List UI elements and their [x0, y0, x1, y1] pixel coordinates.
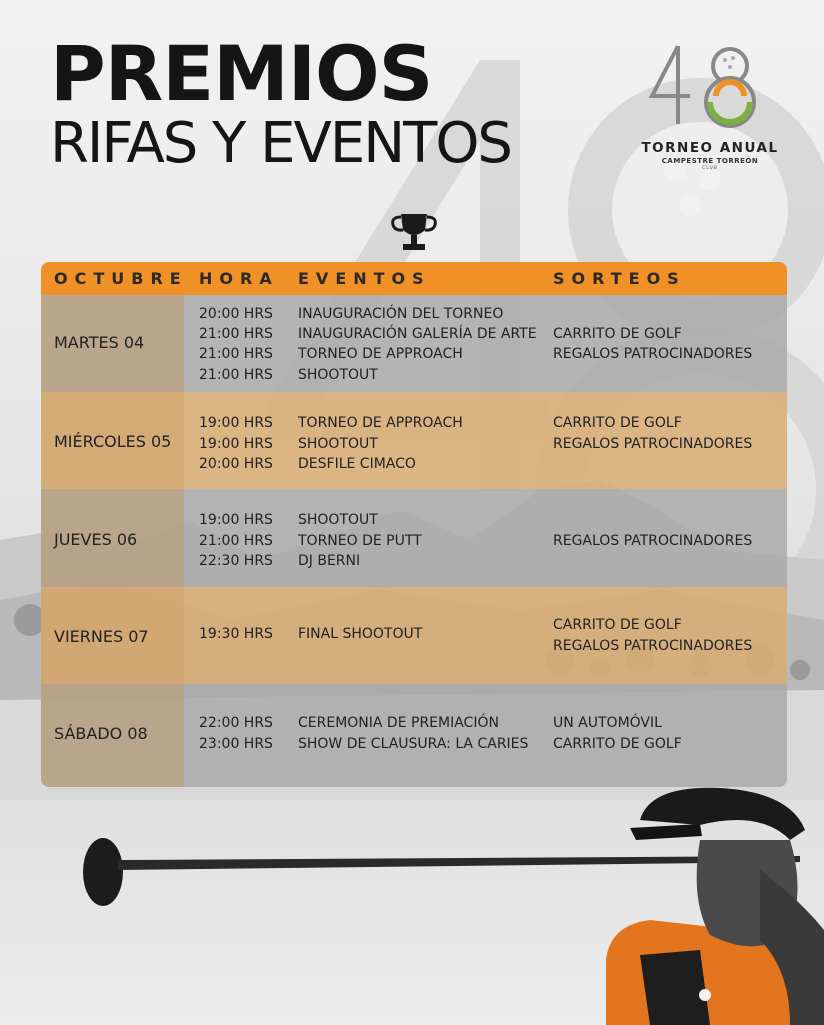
draw-prize: REGALOS PATROCINADORES — [553, 346, 753, 362]
logo-line-3: CLUB — [702, 166, 718, 171]
event-name: INAUGURACIÓN DEL TORNEO — [298, 306, 504, 322]
day-label: VIERNES 07 — [54, 627, 149, 646]
event-time: 22:00 HRS — [199, 715, 273, 731]
draw-prize: CARRITO DE GOLF — [553, 736, 682, 752]
event-time: 23:00 HRS — [199, 736, 273, 752]
day-label: MARTES 04 — [54, 333, 145, 352]
event-time: 19:00 HRS — [199, 415, 273, 431]
header-draws: SORTEOS — [553, 269, 686, 288]
event-time: 19:00 HRS — [199, 436, 273, 452]
event-name: SHOW DE CLAUSURA: LA CARIES — [298, 736, 529, 752]
draw-prize: CARRITO DE GOLF — [553, 326, 682, 342]
event-time: 22:30 HRS — [199, 553, 273, 569]
event-time: 21:00 HRS — [199, 533, 273, 549]
page-subtitle: RIFAS Y EVENTOS — [50, 111, 511, 176]
event-name: TORNEO DE APPROACH — [298, 415, 463, 431]
table-header — [41, 262, 787, 295]
event-time: 19:30 HRS — [199, 626, 273, 642]
draw-prize: REGALOS PATROCINADORES — [553, 638, 753, 654]
logo-line-2: CAMPESTRE TORREÓN — [661, 157, 759, 165]
event-name: TORNEO DE APPROACH — [298, 346, 463, 362]
tournament-logo — [630, 38, 790, 173]
header-month: OCTUBRE — [54, 269, 188, 288]
event-time: 21:00 HRS — [199, 346, 273, 362]
draw-prize: CARRITO DE GOLF — [553, 617, 682, 633]
event-time: 21:00 HRS — [199, 326, 273, 342]
event-name: CEREMONIA DE PREMIACIÓN — [298, 715, 499, 731]
event-name: DESFILE CIMACO — [298, 456, 416, 472]
draw-prize: UN AUTOMÓVIL — [553, 715, 662, 731]
logo-48-mark — [630, 38, 790, 138]
event-name: FINAL SHOOTOUT — [298, 626, 423, 642]
draw-prize: REGALOS PATROCINADORES — [553, 533, 753, 549]
page-title: PREMIOS — [50, 29, 433, 118]
header-events: EVENTOS — [298, 269, 431, 288]
trophy-icon — [389, 210, 439, 254]
event-name: SHOOTOUT — [298, 367, 378, 383]
table-row — [41, 587, 787, 684]
event-name: SHOOTOUT — [298, 512, 378, 528]
events-table — [41, 262, 787, 787]
event-name: SHOOTOUT — [298, 436, 378, 452]
event-name: INAUGURACIÓN GALERÍA DE ARTE — [298, 326, 537, 342]
table-row — [41, 684, 787, 787]
table-row — [41, 295, 787, 392]
event-name: TORNEO DE PUTT — [298, 533, 422, 549]
event-time: 19:00 HRS — [199, 512, 273, 528]
table-row — [41, 489, 787, 587]
table-row — [41, 392, 787, 489]
day-label: MIÉRCOLES 05 — [54, 432, 172, 451]
header-time: HORA — [199, 269, 279, 288]
event-name: DJ BERNI — [298, 553, 361, 569]
event-time: 20:00 HRS — [199, 456, 273, 472]
golfer-illustration — [0, 780, 824, 1025]
draw-prize: REGALOS PATROCINADORES — [553, 436, 753, 452]
day-label: SÁBADO 08 — [54, 724, 148, 743]
event-time: 21:00 HRS — [199, 367, 273, 383]
event-time: 20:00 HRS — [199, 306, 273, 322]
day-label: JUEVES 06 — [54, 530, 138, 549]
logo-line-1: TORNEO ANUAL — [641, 140, 779, 156]
draw-prize: CARRITO DE GOLF — [553, 415, 682, 431]
